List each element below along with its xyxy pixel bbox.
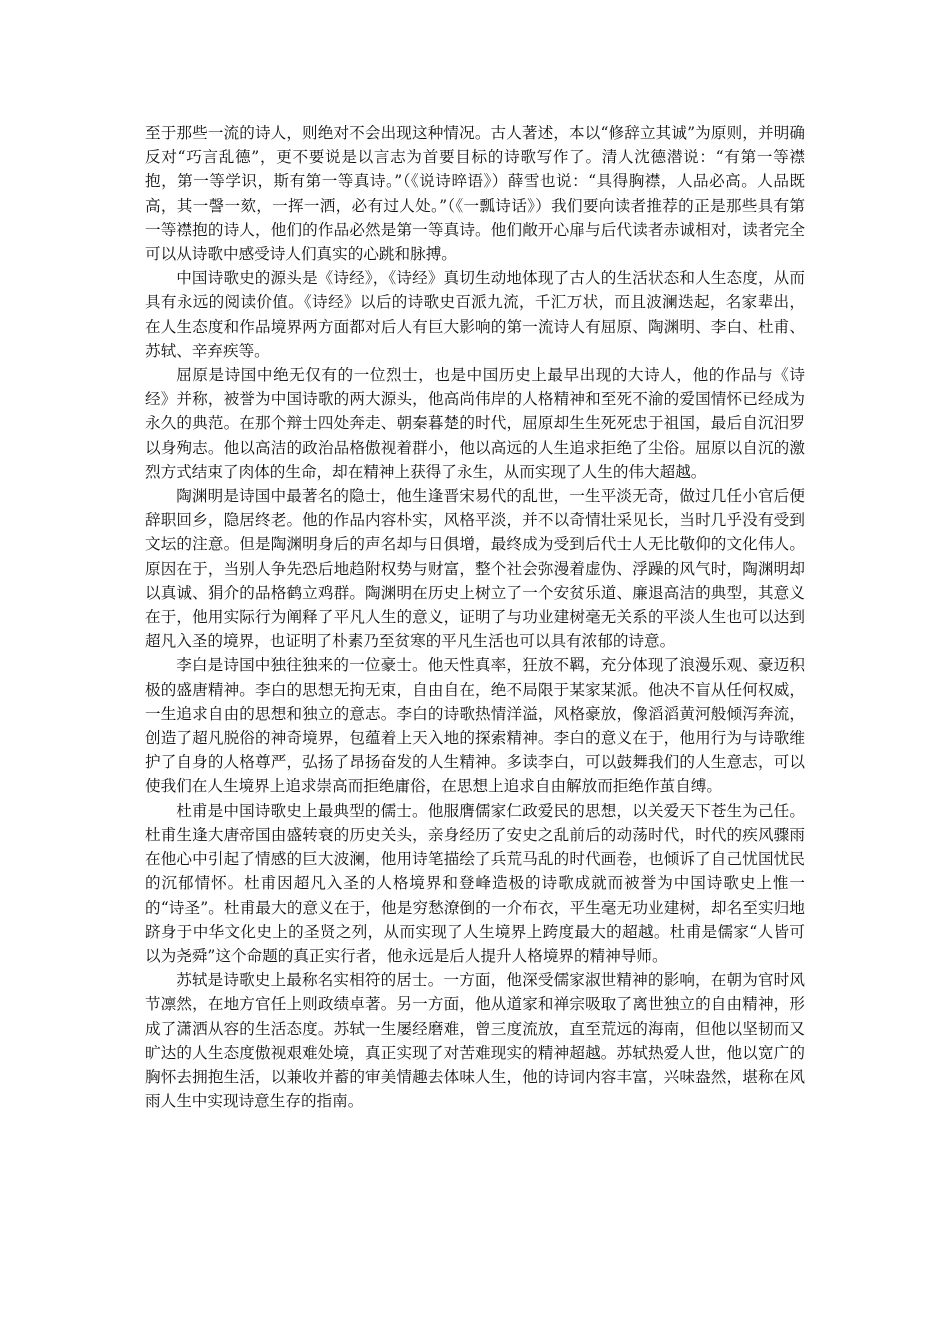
document-body: [145, 121, 805, 1113]
paragraph-5: 李白是诗国中独往独来的一位豪士。他天性真率，狂放不羁，充分体现了浪漫乐观、豪迈积极的盛唐精神。李白的思想无拘无束，自由自在，绝不局限于某家某派。他决不盲从任何权威，一生追求自由的思想和独立的意志。李白的诗歌热情洋溢，风格豪放，像滔滔黄河般倾泻奔流，创造了超凡脱俗的神奇境界，包蕴着上天入地的探索精神。李白的意义在于，他用行为与诗歌维护了自身的人格尊严，弘扬了昂扬奋发的人生精神。多读李白，可以鼓舞我们的人生意志，可以使我们在人生境界上追求崇高而拒绝庸俗，在思想上追求自由解放而拒绝作茧自缚。: [145, 656, 805, 796]
paragraph-1: 至于那些一流的诗人，则绝对不会出现这种情况。古人著述，本以“修辞立其诚”为原则，并明确反对“巧言乱德”，更不要说是以言志为首要目标的诗歌写作了。清人沈德潜说：“有第一等襟抱，第一等学识，斯有第一等真诗。”（《说诗晬语》）薛雪也说：“具得胸襟，人品必高。人品既高，其一謦一欬，一挥一洒，必有过人处。”（《一瓢诗话》）我们要向读者推荐的正是那些具有第一等襟抱的诗人，他们的作品必然是第一等真诗。他们敞开心扉与后代读者赤诚相对，读者完全可以从诗歌中感受诗人们真实的心跳和脉搏。: [145, 124, 805, 264]
paragraph-4: 陶渊明是诗国中最著名的隐士，他生逢晋宋易代的乱世，一生平淡无奇，做过几任小官后便辞职回乡，隐居终老。他的作品内容朴实，风格平淡，并不以奇情壮采见长，当时几乎没有受到文坛的注意。但是陶渊明身后的声名却与日俱增，最终成为受到后代士人无比敬仰的文化伟人。原因在于，当别人争先恐后地趋附权势与财富，整个社会弥漫着虚伪、浮躁的风气时，陶渊明却以真诚、狷介的品格鹤立鸡群。陶渊明在历史上树立了一个安贫乐道、廉退高洁的典型，其意义在于，他用实际行为阐释了平凡人生的意义，证明了与功业建树毫无关系的平淡人生也可以达到超凡入圣的境界，也证明了朴素乃至贫寒的平凡生活也可以具有浓郁的诗意。: [145, 487, 805, 651]
paragraph-6: 杜甫是中国诗歌史上最典型的儒士。他服膺儒家仁政爱民的思想，以关爱天下苍生为己任。杜甫生逢大唐帝国由盛转衰的历史关头，亲身经历了安史之乱前后的动荡时代，时代的疾风骤雨在他心中引起了情感的巨大波澜，他用诗笔描绘了兵荒马乱的时代画卷，也倾诉了自己忧国忧民的沉郁情怀。杜甫因超凡入圣的人格境界和登峰造极的诗歌成就而被誉为中国诗歌史上惟一的“诗圣”。杜甫最大的意义在于，他是穷愁潦倒的一介布衣，平生毫无功业建树，却名至实归地跻身于中华文化史上的圣贤之列，从而实现了人生境界上跨度最大的超越。杜甫是儒家“人皆可以为尧舜”这个命题的真正实行者，他永远是后人提升人格境界的精神导师。: [145, 801, 805, 965]
paragraph-7: 苏轼是诗歌史上最称名实相符的居士。一方面，他深受儒家淑世精神的影响，在朝为官时风节凛然，在地方官任上则政绩卓著。另一方面，他从道家和禅宗吸取了离世独立的自由精神，形成了潇洒从容的生活态度。苏轼一生屡经磨难，曾三度流放，直至荒远的海南，但他以坚韧而又旷达的人生态度傲视艰难处境，真正实现了对苦难现实的精神超越。苏轼热爱人世，他以宽广的胸怀去拥抱生活，以兼收并蓄的审美情趣去体味人生，他的诗词内容丰富，兴味盎然，堪称在风雨人生中实现诗意生存的指南。: [145, 971, 805, 1111]
paragraph-2: 中国诗歌史的源头是《诗经》，《诗经》真切生动地体现了古人的生活状态和人生态度，从而具有永远的阅读价值。《诗经》以后的诗歌史百派九流，千汇万状，而且波澜迭起，名家辈出，在人生态度和作品境界两方面都对后人有巨大影响的第一流诗人有屈原、陶渊明、李白、杜甫、苏轼、辛弃疾等。: [145, 269, 805, 360]
paragraph-3: 屈原是诗国中绝无仅有的一位烈士，也是中国历史上最早出现的大诗人，他的作品与《诗经》并称，被誉为中国诗歌的两大源头，他高尚伟岸的人格精神和至死不渝的爱国情怀已经成为永久的典范。在那个辩士四处奔走、朝秦暮楚的时代，屈原却生生死死忠于祖国，最后自沉汨罗以身殉志。他以高洁的政治品格傲视着群小，他以高远的人生追求拒绝了尘俗。屈原以自沉的激烈方式结束了肉体的生命，却在精神上获得了永生，从而实现了人生的伟大超越。: [145, 366, 805, 481]
